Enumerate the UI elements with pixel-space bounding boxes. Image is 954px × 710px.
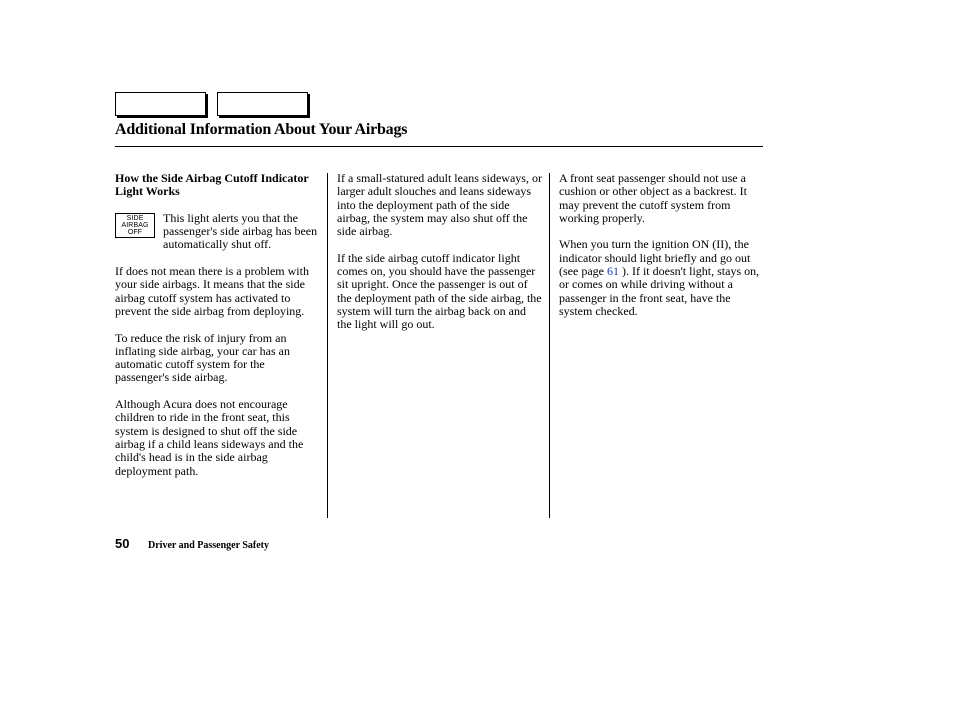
column-divider [327,173,328,518]
paragraph: To reduce the risk of injury from an inflating side airbag, your car has an automatic cutoff system for the passenger's side airbag. [115,330,290,385]
paragraph: Although Acura does not encourage children to ride in the front seat, this system is designed to shut off the side airbag if a child leans sideways and the child's head is in the side airbag deployment path. [115,397,304,478]
paragraph-text: ). If it doesn't light, stays on, or comes on while driving without a passenger in the front seat, have the system checked. [559,264,760,318]
paragraph: If the side airbag cutoff indicator light comes on, you should have the passenger sit upright. Once the passenger is out of the deployment path of the side airbag, the system will turn the airbag back on and the light will go out. [337,250,542,332]
paragraph-text: When you turn the ignition ON (II), the indicator should light briefly and go out (see page [559,237,751,279]
indicator-icon-line: SIDE [126,214,144,222]
nav-button-previous[interactable] [115,92,206,116]
column-divider [549,173,550,518]
indicator-icon-line: AIRBAG [121,221,149,229]
side-airbag-off-indicator-icon [115,213,155,238]
nav-button-next[interactable] [217,92,308,116]
text-column-3 [559,172,763,332]
section-heading: How the Side Airbag Cutoff Indicator Light Works [115,171,309,199]
section-name: Driver and Passenger Safety [148,540,270,551]
indicator-intro-text: This light alerts you that the passenger's side airbag has been automatically shut off. [163,210,318,252]
paragraph-with-link [559,238,763,318]
page-61-link[interactable]: 61 [606,264,619,279]
page-number: 50 [115,536,130,551]
page-title: Additional Information About Your Airbags [115,121,408,138]
title-divider [115,146,763,147]
text-column-2 [337,172,543,345]
paragraph: A front seat passenger should not use a cushion or other object as a backrest. It may prevent the cutoff system from working properly. [559,171,747,225]
indicator-icon-line: OFF [127,228,143,236]
text-column-1 [115,172,320,491]
paragraph: If a small-statured adult leans sideways, or larger adult slouches and leans sideways into the deployment path of the side airbag, the system may also shut off the side airbag. [337,171,542,239]
paragraph: If does not mean there is a problem with your side airbags. It means that the side airbag cutoff system has activated to prevent the side airbag from deploying. [115,264,309,318]
indicator-intro [115,212,320,265]
